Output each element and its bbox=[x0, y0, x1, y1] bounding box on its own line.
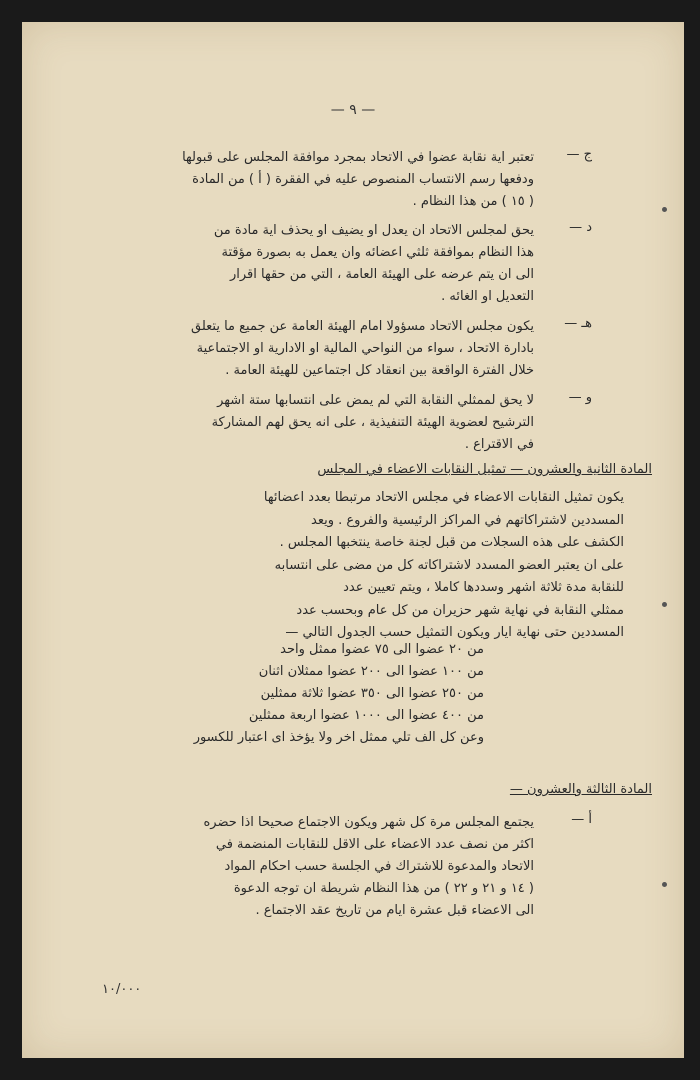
clause-ha bbox=[22, 316, 684, 396]
clause-line: ودفعها رسم الانتساب المنصوص عليه في الفقرة ( أ ) من المادة bbox=[192, 172, 534, 187]
article-22-line: على ان يعتبر العضو المسدد لاشتراكاته كل من مضى على انتسابه bbox=[274, 557, 624, 573]
table-row: من ١٠٠ عضوا الى ٢٠٠ عضوا ممثلان اثنان bbox=[258, 664, 484, 679]
clause-line: يكون مجلس الاتحاد مسؤولا امام الهيئة العامة عن جميع ما يتعلق bbox=[190, 319, 534, 334]
article-22-line: الكشف على هذه السجلات من قبل لجنة خاصة ينتخبها المجلس . bbox=[279, 535, 624, 550]
clause-waw bbox=[22, 390, 684, 470]
clause-line: التعديل او الغائه . bbox=[441, 289, 534, 304]
article-23-heading: المادة الثالثة والعشرون — bbox=[509, 782, 652, 797]
clause-line: الى الاعضاء قبل عشرة ايام من تاريخ عقد الاجتماع . bbox=[255, 903, 534, 918]
clause-alif bbox=[22, 812, 684, 932]
clause-marker: هـ — bbox=[564, 316, 592, 331]
clause-marker: ج — bbox=[566, 147, 592, 162]
clause-text bbox=[94, 316, 534, 382]
table-row: وعن كل الف تلي ممثل اخر ولا يؤخذ اى اعتبار للكسور bbox=[193, 730, 484, 745]
binder-hole-mark bbox=[662, 882, 667, 887]
page-number: — ٩ — bbox=[330, 102, 376, 118]
article-22-line: يكون تمثيل النقابات الاعضاء في مجلس الاتحاد مرتبطا بعدد اعضائها bbox=[263, 490, 624, 505]
clause-line: يحق لمجلس الاتحاد ان يعدل او يضيف او يحذف اية مادة من bbox=[213, 223, 534, 238]
table-row: من ٢٥٠ عضوا الى ٣٥٠ عضوا ثلاثة ممثلين bbox=[260, 686, 484, 701]
clause-line: هذا النظام بموافقة ثلثي اعضائه وان يعمل به بصورة مؤقتة bbox=[221, 245, 534, 260]
clause-line: خلال الفترة الواقعة بين انعقاد كل اجتماعين للهيئة العامة . bbox=[225, 363, 534, 378]
article-22-line: المسددين لاشتراكاتهم في المراكز الرئيسية والفروع . ويعد bbox=[311, 512, 624, 528]
clause-line: يجتمع المجلس مرة كل شهر ويكون الاجتماع صحيحا اذا حضره bbox=[203, 815, 534, 830]
clause-line: ( ١٤ و ٢١ و ٢٢ ) من هذا النظام شريطة ان توجه الدعوة bbox=[233, 881, 534, 896]
clause-line: تعتبر اية نقابة عضوا في الاتحاد بمجرد موافقة المجلس على قبولها bbox=[182, 150, 534, 165]
clause-jim bbox=[22, 147, 684, 227]
clause-line: في الاقتراع . bbox=[464, 437, 534, 452]
clause-text bbox=[94, 390, 534, 456]
clause-line: اكثر من نصف عدد الاعضاء على الاقل للنقابات المنضمة في bbox=[215, 837, 534, 852]
clause-line: الى ان يتم عرضه على الهيئة العامة ، التي من حقها اقرار bbox=[229, 267, 534, 282]
clause-text bbox=[94, 220, 534, 308]
article-22-line: المسددين حتى نهاية ايار ويكون التمثيل حسب الجدول التالي — bbox=[285, 625, 624, 640]
document-page bbox=[22, 22, 684, 1058]
clause-marker: و — bbox=[568, 390, 592, 405]
table-row: من ٢٠ عضوا الى ٧٥ عضوا ممثل واحد bbox=[280, 642, 484, 657]
article-22-line: للنقابة مدة ثلاثة اشهر وسددها كاملا ، ويتم تعيين عدد bbox=[343, 580, 624, 595]
binder-hole-mark bbox=[662, 602, 667, 607]
clause-text bbox=[94, 147, 534, 213]
clause-marker: أ — bbox=[571, 812, 592, 827]
table-row: من ٤٠٠ عضوا الى ١٠٠٠ عضوا اربعة ممثلين bbox=[248, 708, 484, 723]
representation-table bbox=[22, 642, 684, 752]
footer-code: ١٠/٠٠٠ bbox=[102, 982, 142, 997]
binder-hole-mark bbox=[662, 207, 667, 212]
article-22-heading: المادة الثانية والعشرون — تمثيل النقابات الاعضاء في المجلس bbox=[317, 462, 652, 477]
clause-line: الاتحاد والمدعوة للاشتراك في الجلسة حسب احكام المواد bbox=[224, 859, 534, 874]
article-22-line: ممثلي النقابة في نهاية شهر حزيران من كل عام وبحسب عدد bbox=[296, 602, 624, 618]
clause-line: الترشيح لعضوية الهيئة التنفيذية ، على انه يحق لهم المشاركة bbox=[211, 415, 534, 430]
article-22-body bbox=[94, 487, 624, 645]
clause-line: ( ١٥ ) من هذا النظام . bbox=[412, 194, 534, 209]
clause-dal bbox=[22, 220, 684, 320]
clause-line: بادارة الاتحاد ، سواء من النواحي المالية او الادارية او الاجتماعية bbox=[196, 341, 534, 356]
clause-marker: د — bbox=[569, 220, 592, 235]
clause-text bbox=[94, 812, 534, 922]
clause-line: لا يحق لممثلي النقابة التي لم يمض على انتسابها ستة اشهر bbox=[217, 393, 534, 408]
